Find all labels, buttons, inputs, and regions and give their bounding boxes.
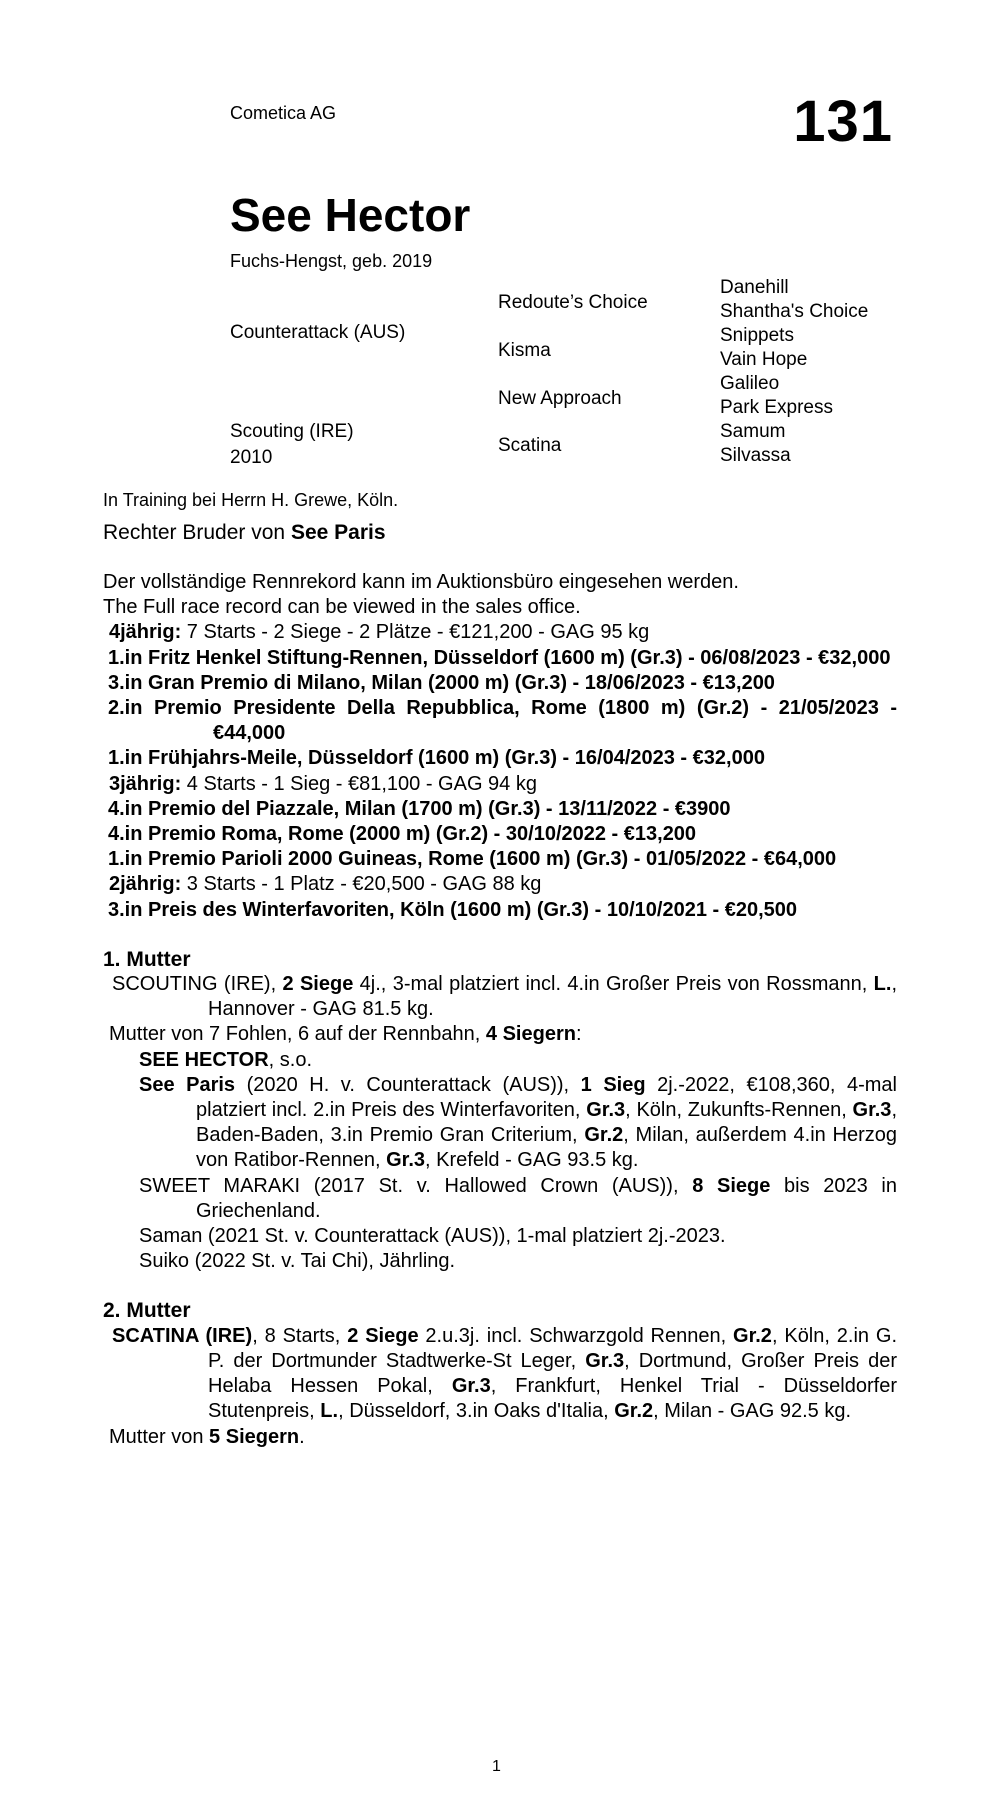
bold-text: 2 Siege bbox=[282, 973, 354, 996]
race-result: 3.in Gran Premio di Milano, Milan (2000 m) (Gr.3) - 18/06/2023 - €13,200 bbox=[108, 671, 775, 694]
text: . bbox=[299, 1425, 305, 1448]
season-stats: 3 Starts - 1 Platz - €20,500 - GAG 88 kg bbox=[181, 873, 542, 896]
text: , s.o. bbox=[268, 1048, 313, 1071]
bold-text: 5 Siegern bbox=[209, 1425, 300, 1448]
dam2-heading: 2. Mutter bbox=[103, 1299, 191, 1323]
text: , Düsseldorf, 3.in Oaks d'Italia, bbox=[338, 1400, 615, 1423]
page-number: 1 bbox=[492, 1758, 501, 1775]
text: , Baden-Baden, 3.in Premio Gran Criterium, bbox=[196, 1099, 897, 1147]
text: , Krefeld - GAG 93.5 kg. bbox=[425, 1149, 639, 1172]
bold-text: 4 Siegern bbox=[485, 1023, 576, 1046]
pedigree-ggp: Snippets bbox=[720, 325, 794, 346]
race-record bbox=[103, 570, 897, 1450]
pedigree-grandparent: New Approach bbox=[498, 388, 622, 409]
race-result: 1.in Fritz Henkel Stiftung-Rennen, Düsseldorf (1600 m) (Gr.3) - 06/08/2023 - €32,000 bbox=[108, 646, 891, 669]
pedigree-great-grandparents bbox=[720, 276, 868, 468]
pedigree-grandparent: Scatina bbox=[498, 435, 562, 456]
race-result: 1.in Frühjahrs-Meile, Düsseldorf (1600 m) (Gr.3) - 16/04/2023 - €32,000 bbox=[108, 747, 765, 770]
text: , Köln, Zukunfts-Rennen, bbox=[625, 1099, 853, 1122]
pedigree-ggp: Silvassa bbox=[720, 445, 791, 466]
offspring-entry: Saman (2021 St. v. Counterattack (AUS)), 1-mal platziert 2j.-2023. bbox=[139, 1225, 726, 1248]
race-result: 4.in Premio del Piazzale, Milan (1700 m) (Gr.3) - 13/11/2022 - €3900 bbox=[108, 797, 731, 820]
lot-number: 131 bbox=[793, 89, 893, 154]
bold-text: L. bbox=[873, 973, 892, 996]
consignor-name: Cometica AG bbox=[230, 103, 337, 123]
horse-description: Fuchs-Hengst, geb. 2019 bbox=[230, 251, 433, 271]
brother-prefix: Rechter Bruder von bbox=[103, 521, 291, 544]
dam1-description bbox=[103, 972, 897, 1022]
offspring-entry bbox=[103, 1048, 897, 1073]
race-result: 4.in Premio Roma, Rome (2000 m) (Gr.2) - 30/10/2022 - €13,200 bbox=[108, 823, 697, 846]
offspring-entry bbox=[103, 1174, 897, 1224]
pedigree-ggp: Shantha's Choice bbox=[720, 301, 869, 322]
offspring-entry: Suiko (2022 St. v. Tai Chi), Jährling. bbox=[139, 1250, 456, 1273]
offspring-name: See Paris bbox=[139, 1073, 236, 1096]
text: , Dortmund, Großer Preis der Helaba Hessen Pokal, bbox=[208, 1349, 897, 1398]
text: , Köln, 2.in G. P. der Dortmunder Stadtwerke-St Leger, bbox=[208, 1324, 897, 1372]
text: SWEET MARAKI (2017 St. v. Hallowed Crown (AUS)), bbox=[139, 1174, 693, 1197]
bold-text: Gr.2 bbox=[584, 1124, 624, 1147]
pedigree-ggp: Galileo bbox=[720, 373, 780, 394]
season-summary bbox=[103, 772, 897, 797]
text: : bbox=[575, 1023, 582, 1046]
pedigree-sire: Counterattack (AUS) bbox=[230, 322, 406, 343]
season-label: 4jährig: bbox=[109, 621, 182, 644]
pedigree-ggp: Danehill bbox=[720, 277, 789, 298]
bold-text: Gr.3 bbox=[451, 1375, 491, 1398]
dam1-name: SCOUTING (IRE), bbox=[112, 973, 283, 996]
season-label: 2jährig: bbox=[109, 873, 182, 896]
bold-text: L. bbox=[320, 1400, 339, 1423]
dam1-heading: 1. Mutter bbox=[103, 947, 191, 971]
offspring-name: SEE HECTOR bbox=[139, 1048, 269, 1071]
training-info: In Training bei Herrn H. Grewe, Köln. bbox=[103, 490, 399, 510]
record-note-en: The Full race record can be viewed in the sales office. bbox=[103, 596, 581, 619]
season-stats: 7 Starts - 2 Siege - 2 Plätze - €121,200 - GAG 95 kg bbox=[181, 621, 650, 644]
text: , Milan - GAG 92.5 kg. bbox=[653, 1400, 852, 1423]
text: , Hannover - GAG 81.5 kg. bbox=[208, 973, 898, 1021]
bold-text: 1 Sieg bbox=[580, 1073, 646, 1096]
season-label: 3jährig: bbox=[109, 772, 182, 795]
bold-text: Gr.2 bbox=[614, 1400, 654, 1423]
bold-text: Gr.3 bbox=[585, 1349, 625, 1372]
horse-name: See Hector bbox=[230, 189, 471, 241]
race-result: 2.in Premio Presidente Della Repubblica, Rome (1800 m) (Gr.2) - 21/05/2023 - €44,000 bbox=[108, 697, 897, 745]
text: , Milan, außerdem 4.in Herzog von Ratibor-Rennen, bbox=[196, 1124, 897, 1172]
season-summary bbox=[103, 620, 897, 645]
dam2-description bbox=[103, 1324, 897, 1425]
season-stats: 4 Starts - 1 Sieg - €81,100 - GAG 94 kg bbox=[181, 772, 537, 795]
pedigree-grandparent: Kisma bbox=[498, 340, 551, 361]
text: 2j.-2022, €108,360, 4-mal platziert incl. 2.in Preis des Winterfavoriten, bbox=[196, 1073, 897, 1122]
offspring-entry bbox=[103, 1073, 897, 1174]
dam1-produce-summary bbox=[103, 1022, 897, 1047]
text: , 8 Starts, bbox=[252, 1324, 348, 1347]
pedigree-ggp: Vain Hope bbox=[720, 349, 808, 370]
record-note-de: Der vollständige Rennrekord kann im Auktionsbüro eingesehen werden. bbox=[103, 571, 739, 593]
dam2-name: SCATINA (IRE) bbox=[112, 1324, 253, 1347]
bold-text: Gr.3 bbox=[586, 1099, 626, 1122]
race-result: 1.in Premio Parioli 2000 Guineas, Rome (1600 m) (Gr.3) - 01/05/2022 - €64,000 bbox=[108, 848, 837, 871]
text: 2.u.3j. incl. Schwarzgold Rennen, bbox=[418, 1324, 734, 1347]
pedigree-dam: Scouting (IRE) bbox=[230, 421, 354, 442]
text: Mutter von bbox=[109, 1425, 210, 1448]
bold-text: Gr.2 bbox=[733, 1324, 772, 1347]
text: 4j., 3-mal platziert incl. 4.in Großer Preis von Rossmann, bbox=[353, 973, 874, 996]
text: (2020 H. v. Counterattack (AUS)), bbox=[235, 1073, 581, 1096]
bold-text: Gr.3 bbox=[852, 1099, 892, 1122]
pedigree-grandparent: Redoute’s Choice bbox=[498, 292, 648, 313]
bold-text: 2 Siege bbox=[347, 1324, 419, 1347]
dam2-produce-summary bbox=[103, 1425, 897, 1450]
text: , Frankfurt, Henkel Trial - Düsseldorfer Stutenpreis, bbox=[208, 1375, 897, 1423]
bold-text: 8 Siege bbox=[692, 1174, 771, 1197]
pedigree-ggp: Park Express bbox=[720, 397, 833, 418]
season-summary bbox=[103, 872, 897, 897]
brother-name: See Paris bbox=[290, 521, 386, 544]
text: Mutter von 7 Fohlen, 6 auf der Rennbahn, bbox=[109, 1023, 486, 1046]
pedigree-ggp: Samum bbox=[720, 421, 786, 442]
brother-line bbox=[103, 521, 386, 545]
text: bis 2023 in Griechenland. bbox=[196, 1174, 897, 1222]
pedigree-dam-year: 2010 bbox=[230, 447, 273, 468]
bold-text: Gr.3 bbox=[386, 1149, 426, 1172]
race-result: 3.in Preis des Winterfavoriten, Köln (1600 m) (Gr.3) - 10/10/2021 - €20,500 bbox=[108, 898, 798, 921]
